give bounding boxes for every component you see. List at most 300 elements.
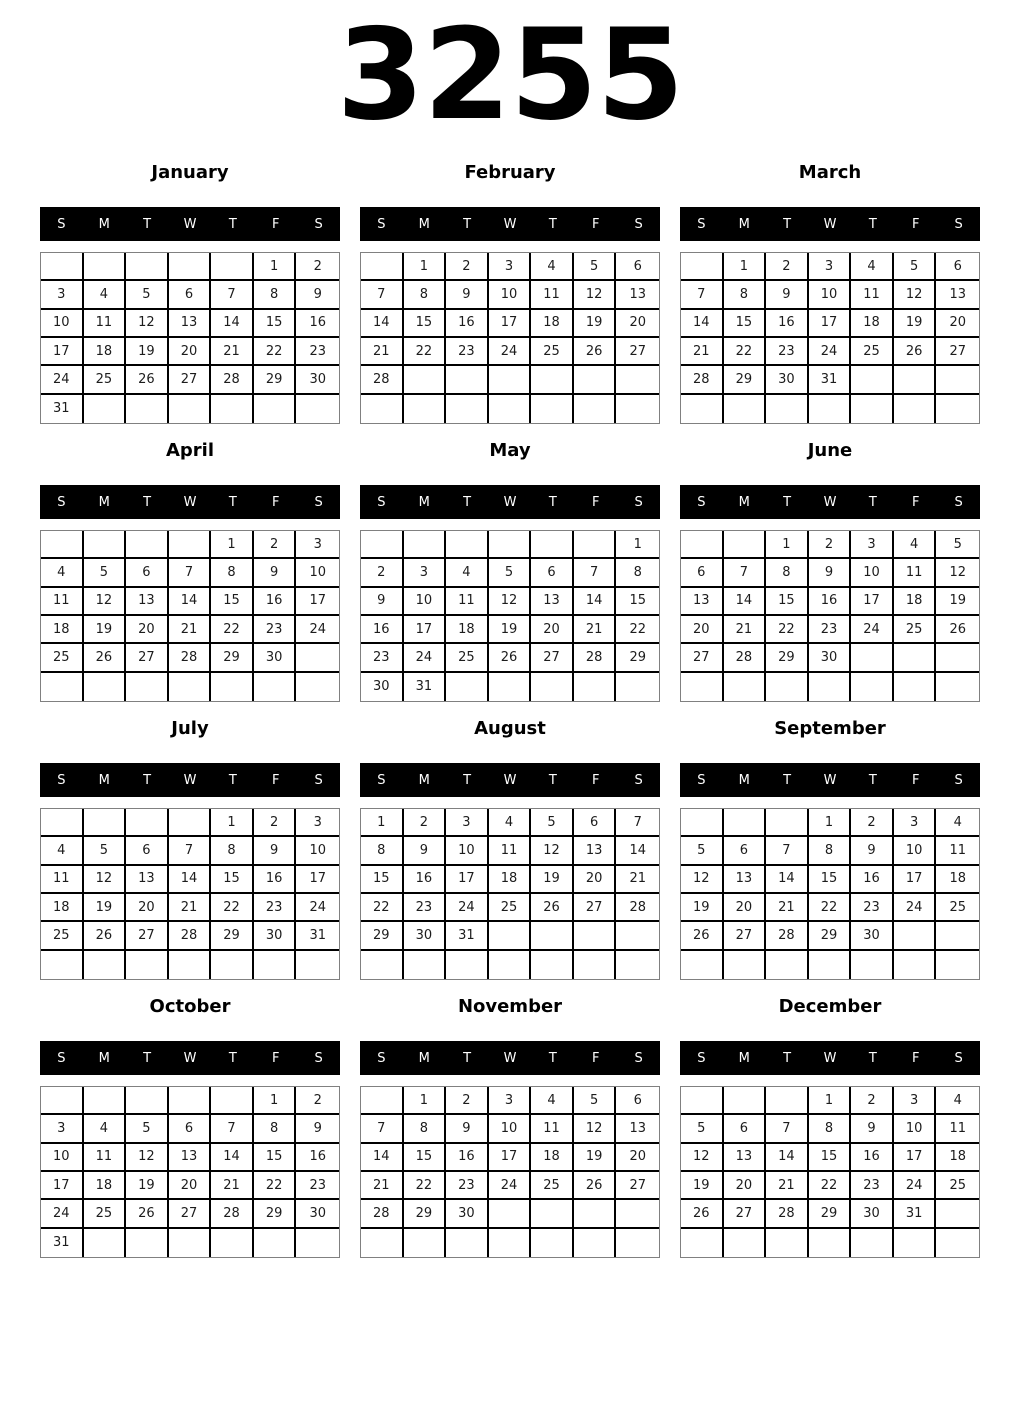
empty-day-cell (574, 366, 617, 394)
empty-day-cell (361, 395, 404, 423)
weekday-label: W (183, 494, 197, 510)
weekday-label: S (697, 1050, 706, 1066)
weekday-label: W (503, 772, 517, 788)
empty-day-cell (531, 1200, 574, 1228)
day-cell: 4 (489, 809, 532, 837)
empty-day-cell (681, 395, 724, 423)
day-grid (680, 808, 980, 980)
empty-day-cell (41, 673, 84, 701)
day-cell: 15 (361, 866, 404, 894)
day-cell: 20 (936, 310, 979, 338)
day-cell: 12 (681, 1144, 724, 1172)
weekday-header-bar (360, 207, 660, 241)
weekday-label: S (377, 772, 386, 788)
month-block (40, 714, 340, 980)
day-cell: 13 (616, 281, 659, 309)
day-cell: 5 (126, 281, 169, 309)
day-cell: 8 (211, 559, 254, 587)
day-cell: 25 (84, 1200, 127, 1228)
empty-day-cell (616, 673, 659, 701)
day-cell: 13 (126, 588, 169, 616)
month-block (40, 992, 340, 1258)
empty-day-cell (296, 673, 339, 701)
day-cell: 17 (851, 588, 894, 616)
day-cell: 13 (724, 1144, 767, 1172)
day-cell: 21 (361, 1172, 404, 1200)
day-cell: 13 (169, 1144, 212, 1172)
day-cell: 10 (446, 837, 489, 865)
day-cell: 8 (724, 281, 767, 309)
month-title: May (489, 440, 531, 461)
day-cell: 26 (84, 922, 127, 950)
day-cell: 6 (936, 253, 979, 281)
day-cell: 10 (851, 559, 894, 587)
day-cell: 1 (254, 253, 297, 281)
empty-day-cell (489, 366, 532, 394)
weekday-label: M (418, 772, 430, 788)
day-cell: 25 (851, 338, 894, 366)
day-cell: 17 (894, 866, 937, 894)
empty-day-cell (361, 253, 404, 281)
month-block (40, 158, 340, 424)
day-cell: 18 (41, 616, 84, 644)
day-cell: 28 (361, 366, 404, 394)
day-cell: 23 (296, 338, 339, 366)
day-cell: 2 (446, 253, 489, 281)
day-cell: 4 (84, 1115, 127, 1143)
empty-day-cell (724, 809, 767, 837)
empty-day-cell (851, 366, 894, 394)
day-grid (680, 530, 980, 702)
day-cell: 5 (489, 559, 532, 587)
weekday-label: F (591, 216, 600, 232)
day-cell: 20 (126, 894, 169, 922)
weekday-label: S (377, 494, 386, 510)
day-cell: 6 (169, 281, 212, 309)
empty-day-cell (254, 951, 297, 979)
day-cell: 23 (254, 894, 297, 922)
day-cell: 13 (616, 1115, 659, 1143)
day-cell: 24 (894, 1172, 937, 1200)
empty-day-cell (41, 1087, 84, 1115)
empty-day-cell (169, 1087, 212, 1115)
day-cell: 16 (296, 310, 339, 338)
day-cell: 17 (41, 338, 84, 366)
day-cell: 13 (574, 837, 617, 865)
day-cell: 2 (254, 531, 297, 559)
day-cell: 6 (531, 559, 574, 587)
day-cell: 28 (766, 922, 809, 950)
empty-day-cell (296, 1229, 339, 1257)
empty-day-cell (894, 1229, 937, 1257)
day-cell: 18 (446, 616, 489, 644)
empty-day-cell (41, 951, 84, 979)
day-cell: 8 (616, 559, 659, 587)
month-block (680, 158, 980, 424)
day-cell: 11 (894, 559, 937, 587)
day-cell: 8 (809, 837, 852, 865)
day-cell: 13 (724, 866, 767, 894)
calendar-grid (40, 158, 980, 1258)
day-cell: 9 (446, 1115, 489, 1143)
empty-day-cell (489, 1200, 532, 1228)
empty-day-cell (84, 1087, 127, 1115)
day-cell: 17 (894, 1144, 937, 1172)
day-cell: 31 (404, 673, 447, 701)
weekday-label: S (377, 216, 386, 232)
day-cell: 1 (211, 809, 254, 837)
day-cell: 17 (296, 588, 339, 616)
day-cell: 27 (616, 338, 659, 366)
day-cell: 10 (489, 281, 532, 309)
day-cell: 10 (894, 837, 937, 865)
day-cell: 11 (936, 837, 979, 865)
day-cell: 2 (296, 1087, 339, 1115)
day-grid (360, 808, 660, 980)
weekday-label: T (228, 772, 237, 788)
empty-day-cell (84, 395, 127, 423)
day-cell: 12 (681, 866, 724, 894)
day-cell: 22 (254, 338, 297, 366)
day-cell: 5 (681, 837, 724, 865)
empty-day-cell (574, 951, 617, 979)
weekday-label: F (911, 494, 920, 510)
day-grid (360, 1086, 660, 1258)
day-cell: 29 (616, 644, 659, 672)
day-cell: 25 (936, 1172, 979, 1200)
empty-day-cell (936, 1200, 979, 1228)
day-cell: 12 (126, 310, 169, 338)
weekday-label: F (911, 1050, 920, 1066)
empty-day-cell (531, 951, 574, 979)
empty-day-cell (211, 395, 254, 423)
weekday-label: T (143, 216, 152, 232)
day-cell: 28 (681, 366, 724, 394)
empty-day-cell (169, 395, 212, 423)
day-cell: 21 (211, 338, 254, 366)
day-cell: 10 (296, 559, 339, 587)
day-cell: 30 (809, 644, 852, 672)
day-cell: 18 (531, 310, 574, 338)
empty-day-cell (211, 1229, 254, 1257)
day-cell: 14 (574, 588, 617, 616)
weekday-label: T (143, 772, 152, 788)
weekday-label: T (868, 494, 877, 510)
day-cell: 29 (404, 1200, 447, 1228)
day-cell: 8 (404, 1115, 447, 1143)
empty-day-cell (446, 1229, 489, 1257)
weekday-label: T (143, 494, 152, 510)
empty-day-cell (211, 673, 254, 701)
day-grid (40, 808, 340, 980)
empty-day-cell (894, 922, 937, 950)
weekday-header-bar (360, 1041, 660, 1075)
weekday-label: M (418, 216, 430, 232)
day-cell: 14 (766, 1144, 809, 1172)
day-cell: 7 (574, 559, 617, 587)
day-cell: 10 (404, 588, 447, 616)
weekday-label: S (697, 772, 706, 788)
day-cell: 21 (169, 894, 212, 922)
day-cell: 29 (361, 922, 404, 950)
empty-day-cell (531, 366, 574, 394)
day-cell: 23 (404, 894, 447, 922)
month-block (680, 992, 980, 1258)
empty-day-cell (574, 673, 617, 701)
empty-day-cell (446, 531, 489, 559)
empty-day-cell (724, 1087, 767, 1115)
day-cell: 3 (894, 809, 937, 837)
day-cell: 24 (446, 894, 489, 922)
day-cell: 12 (531, 837, 574, 865)
day-cell: 31 (296, 922, 339, 950)
weekday-label: F (911, 772, 920, 788)
day-cell: 23 (254, 616, 297, 644)
day-cell: 4 (41, 559, 84, 587)
day-cell: 27 (169, 1200, 212, 1228)
empty-day-cell (894, 951, 937, 979)
empty-day-cell (404, 951, 447, 979)
day-cell: 30 (296, 366, 339, 394)
empty-day-cell (296, 644, 339, 672)
day-cell: 7 (681, 281, 724, 309)
month-title: September (774, 718, 886, 739)
empty-day-cell (681, 673, 724, 701)
empty-day-cell (894, 366, 937, 394)
day-cell: 14 (681, 310, 724, 338)
day-cell: 29 (254, 366, 297, 394)
day-cell: 2 (851, 809, 894, 837)
day-cell: 26 (531, 894, 574, 922)
empty-day-cell (809, 673, 852, 701)
day-cell: 14 (616, 837, 659, 865)
empty-day-cell (404, 366, 447, 394)
day-cell: 3 (851, 531, 894, 559)
empty-day-cell (681, 531, 724, 559)
day-cell: 12 (84, 588, 127, 616)
empty-day-cell (894, 395, 937, 423)
day-cell: 20 (169, 1172, 212, 1200)
day-cell: 7 (616, 809, 659, 837)
weekday-label: S (57, 216, 66, 232)
day-cell: 15 (724, 310, 767, 338)
day-cell: 23 (446, 338, 489, 366)
empty-day-cell (211, 1087, 254, 1115)
day-cell: 1 (361, 809, 404, 837)
empty-day-cell (446, 951, 489, 979)
day-cell: 29 (254, 1200, 297, 1228)
empty-day-cell (809, 395, 852, 423)
empty-day-cell (851, 951, 894, 979)
day-cell: 9 (446, 281, 489, 309)
day-cell: 19 (126, 1172, 169, 1200)
empty-day-cell (446, 673, 489, 701)
day-cell: 27 (531, 644, 574, 672)
empty-day-cell (404, 531, 447, 559)
empty-day-cell (681, 253, 724, 281)
weekday-label: S (314, 1050, 323, 1066)
weekday-label: M (738, 494, 750, 510)
day-cell: 4 (41, 837, 84, 865)
empty-day-cell (361, 951, 404, 979)
weekday-label: T (228, 494, 237, 510)
day-cell: 20 (574, 866, 617, 894)
empty-day-cell (169, 951, 212, 979)
day-cell: 3 (489, 253, 532, 281)
weekday-label: T (783, 494, 792, 510)
day-cell: 15 (809, 1144, 852, 1172)
weekday-label: S (954, 494, 963, 510)
day-cell: 12 (489, 588, 532, 616)
day-cell: 6 (126, 559, 169, 587)
weekday-label: S (314, 494, 323, 510)
weekday-header-bar (40, 1041, 340, 1075)
year-title: 3255 (336, 1, 684, 148)
day-cell: 3 (41, 1115, 84, 1143)
day-cell: 11 (851, 281, 894, 309)
day-cell: 27 (724, 922, 767, 950)
day-cell: 6 (616, 253, 659, 281)
weekday-label: W (503, 216, 517, 232)
day-cell: 19 (531, 866, 574, 894)
empty-day-cell (616, 1200, 659, 1228)
day-cell: 18 (489, 866, 532, 894)
empty-day-cell (681, 809, 724, 837)
empty-day-cell (724, 395, 767, 423)
day-cell: 30 (446, 1200, 489, 1228)
day-cell: 16 (446, 310, 489, 338)
empty-day-cell (41, 531, 84, 559)
weekday-label: S (634, 772, 643, 788)
weekday-label: F (271, 216, 280, 232)
empty-day-cell (126, 951, 169, 979)
empty-day-cell (531, 922, 574, 950)
day-cell: 14 (211, 310, 254, 338)
day-cell: 27 (616, 1172, 659, 1200)
empty-day-cell (254, 1229, 297, 1257)
month-block (680, 714, 980, 980)
day-cell: 22 (361, 894, 404, 922)
day-cell: 5 (84, 559, 127, 587)
weekday-label: S (634, 1050, 643, 1066)
day-cell: 29 (809, 1200, 852, 1228)
day-cell: 16 (296, 1144, 339, 1172)
empty-day-cell (361, 1229, 404, 1257)
empty-day-cell (809, 1229, 852, 1257)
day-cell: 7 (211, 281, 254, 309)
day-cell: 4 (894, 531, 937, 559)
day-cell: 27 (681, 644, 724, 672)
day-cell: 11 (41, 588, 84, 616)
day-cell: 24 (296, 616, 339, 644)
weekday-header-bar (680, 485, 980, 519)
empty-day-cell (211, 253, 254, 281)
empty-day-cell (681, 1229, 724, 1257)
month-block (40, 436, 340, 702)
day-cell: 14 (211, 1144, 254, 1172)
day-grid (40, 1086, 340, 1258)
day-cell: 29 (211, 644, 254, 672)
day-cell: 24 (809, 338, 852, 366)
day-cell: 7 (211, 1115, 254, 1143)
empty-day-cell (169, 673, 212, 701)
day-cell: 19 (681, 894, 724, 922)
day-cell: 24 (41, 1200, 84, 1228)
day-cell: 9 (851, 1115, 894, 1143)
day-cell: 25 (936, 894, 979, 922)
empty-day-cell (126, 1229, 169, 1257)
day-cell: 28 (211, 1200, 254, 1228)
day-cell: 29 (211, 922, 254, 950)
weekday-label: S (57, 772, 66, 788)
day-cell: 7 (169, 559, 212, 587)
day-cell: 5 (84, 837, 127, 865)
day-cell: 16 (766, 310, 809, 338)
day-cell: 15 (404, 310, 447, 338)
day-cell: 26 (681, 1200, 724, 1228)
day-cell: 16 (851, 1144, 894, 1172)
month-title: April (165, 440, 215, 461)
day-cell: 14 (169, 588, 212, 616)
day-cell: 9 (809, 559, 852, 587)
empty-day-cell (681, 1087, 724, 1115)
month-title: June (807, 440, 853, 461)
day-cell: 17 (41, 1172, 84, 1200)
weekday-label: T (783, 1050, 792, 1066)
weekday-label: M (98, 772, 110, 788)
weekday-label: M (98, 216, 110, 232)
day-cell: 18 (936, 866, 979, 894)
day-cell: 7 (766, 837, 809, 865)
empty-day-cell (126, 395, 169, 423)
day-cell: 24 (296, 894, 339, 922)
empty-day-cell (84, 1229, 127, 1257)
day-cell: 13 (169, 310, 212, 338)
empty-day-cell (766, 809, 809, 837)
day-cell: 25 (84, 366, 127, 394)
day-cell: 10 (894, 1115, 937, 1143)
month-block (360, 992, 660, 1258)
empty-day-cell (616, 1229, 659, 1257)
weekday-label: M (738, 216, 750, 232)
day-cell: 14 (724, 588, 767, 616)
day-cell: 30 (254, 644, 297, 672)
day-cell: 10 (41, 1144, 84, 1172)
day-cell: 1 (404, 1087, 447, 1115)
month-block (360, 158, 660, 424)
day-cell: 4 (531, 1087, 574, 1115)
day-cell: 29 (724, 366, 767, 394)
day-cell: 28 (211, 366, 254, 394)
day-cell: 25 (894, 616, 937, 644)
day-grid (40, 530, 340, 702)
day-cell: 25 (531, 338, 574, 366)
day-cell: 2 (809, 531, 852, 559)
empty-day-cell (296, 395, 339, 423)
day-cell: 19 (894, 310, 937, 338)
day-cell: 21 (766, 894, 809, 922)
day-cell: 28 (724, 644, 767, 672)
empty-day-cell (169, 253, 212, 281)
day-cell: 21 (574, 616, 617, 644)
empty-day-cell (254, 395, 297, 423)
weekday-label: T (868, 216, 877, 232)
day-cell: 7 (361, 281, 404, 309)
weekday-label: S (954, 216, 963, 232)
day-cell: 7 (169, 837, 212, 865)
day-cell: 4 (936, 809, 979, 837)
day-cell: 20 (531, 616, 574, 644)
